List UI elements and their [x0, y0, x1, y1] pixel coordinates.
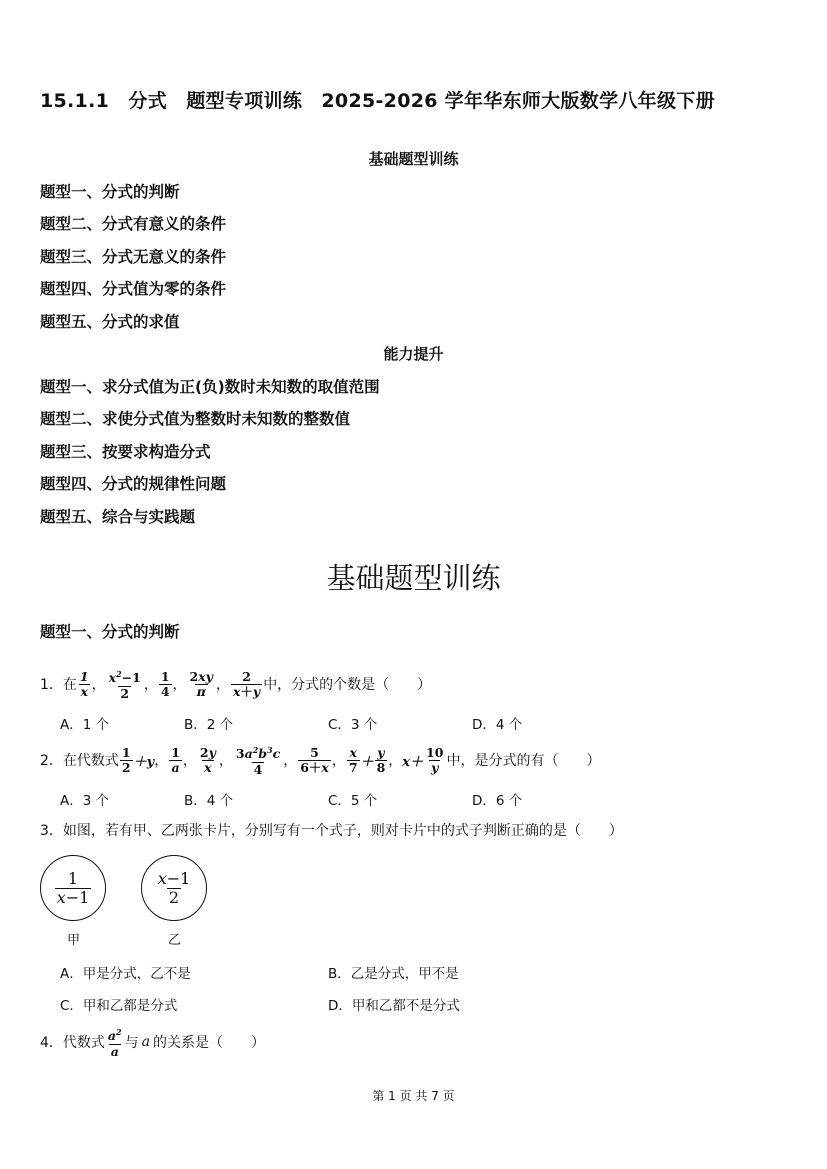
toc-advanced-item: 题型二、求使分式值为整数时未知数的整数值 — [40, 410, 351, 428]
math-fraction: $\frac{3a^2b^3c}{4}$ — [235, 745, 281, 777]
option-c[interactable]: C．5 个 — [328, 793, 378, 809]
option-d[interactable]: D．6 个 — [472, 793, 523, 809]
question-3: 3．如图，若有甲、乙两张卡片，分别写有一个式子，则对卡片中的式子判断正确的是（ ） — [40, 823, 623, 839]
question-4-middle: 与 — [124, 1035, 139, 1051]
toc-advanced-item: 题型四、分式的规律性问题 — [40, 475, 227, 493]
section-type-heading: 题型一、分式的判断 — [40, 623, 180, 641]
math-fraction: $\frac{1}{2}$ — [121, 744, 131, 775]
toc-basic-item: 题型四、分式值为零的条件 — [40, 280, 227, 298]
math-fraction: $\frac{x}{7}$ — [348, 744, 358, 775]
toc-advanced-item: 题型三、按要求构造分式 — [40, 443, 211, 461]
toc-basic-heading: 基础题型训练 — [368, 150, 459, 168]
card-yi — [141, 855, 207, 921]
option-d[interactable]: D．甲和乙都不是分式 — [328, 998, 460, 1014]
math-fraction: $\frac{x^2-1}{2}$ — [108, 669, 141, 701]
option-c[interactable]: C．3 个 — [328, 717, 378, 733]
toc-basic-item: 题型一、分式的判断 — [40, 183, 180, 201]
math-fraction: $\frac{1}{x}$ — [79, 668, 89, 699]
question-2-suffix: 中，是分式的有（ ） — [446, 753, 601, 769]
option-d[interactable]: D．4 个 — [472, 717, 523, 733]
section-heading: 基础题型训练 — [326, 561, 501, 595]
option-b[interactable]: B．乙是分式，甲不是 — [328, 966, 459, 982]
math-fraction: $\frac{1}{a}$ — [171, 744, 180, 775]
card-jia — [40, 855, 106, 921]
toc-advanced-item: 题型五、综合与实践题 — [40, 508, 196, 526]
question-4 — [40, 1022, 265, 1062]
option-c[interactable]: C．甲和乙都是分式 — [60, 998, 178, 1014]
math-fraction: $\frac{2y}{x}$ — [199, 744, 216, 775]
question-4-prefix: 4．代数式 — [40, 1035, 105, 1051]
card-yi-label: 乙 — [168, 933, 182, 948]
question-1-suffix: 中，分式的个数是（ ） — [263, 677, 432, 693]
math-fraction: $\frac{1}{x-1}$ — [56, 868, 90, 907]
option-a[interactable]: A．甲是分式，乙不是 — [60, 966, 191, 982]
question-4-suffix: 的关系是（ ） — [152, 1035, 265, 1051]
question-1-prefix: 1．在 — [40, 677, 77, 693]
document-title: 15.1.1 分式 题型专项训练 2025-2026 学年华东师大版数学八年级下册 — [40, 90, 715, 112]
toc-advanced-heading: 能力提升 — [383, 345, 444, 363]
math-fraction: $\frac{10}{y}$ — [426, 744, 444, 775]
math-fraction: $\frac{y}{8}$ — [376, 744, 386, 775]
card-jia-label: 甲 — [67, 933, 81, 948]
toc-basic-item: 题型二、分式有意义的条件 — [40, 215, 227, 233]
math-fraction: $\frac{2}{x+y}$ — [232, 668, 261, 699]
toc-advanced-item: 题型一、求分式值为正(负)数时未知数的取值范围 — [40, 378, 380, 396]
math-fraction: $\frac{5}{6+x}$ — [300, 744, 329, 775]
math-fraction: $\frac{x-1}{2}$ — [157, 868, 191, 907]
option-b[interactable]: B．4 个 — [184, 793, 234, 809]
question-1: 1．在 $\frac{1}{x}$ ， $\frac{x^2-1}{2}$ ， $\frac{1}{4}$ ， $\frac{2xy}{\pi}$ ， $\frac{2}{x+y}$ 中，分式的个数是（ ） — [40, 668, 432, 701]
math-fraction: $\frac{1}{4}$ — [160, 668, 170, 699]
math-fraction: $\frac{a^2}{a}$ — [107, 1027, 122, 1059]
question-2-prefix: 2．在代数式 — [40, 753, 119, 769]
option-a[interactable]: A．1 个 — [60, 717, 110, 733]
question-2: 2．在代数式 $\frac{1}{2}$ ＋y ， $\frac{1}{a}$ ， $\frac{2y}{x}$ ， $\frac{3a^2b^3c}{4}$ ， $\frac{5}{6+x}$ ， $\frac{x}{7}$ ＋ $\frac{y}{8}$ ， x＋ $\frac{10}{y}$ 中，是分式的有（ ） — [40, 744, 601, 777]
math-fraction: $\frac{2xy}{\pi}$ — [189, 668, 213, 699]
option-a[interactable]: A．3 个 — [60, 793, 110, 809]
page-footer: 第 1 页 共 7 页 — [372, 1089, 455, 1103]
toc-basic-item: 题型五、分式的求值 — [40, 313, 180, 331]
option-b[interactable]: B．2 个 — [184, 717, 234, 733]
toc-basic-item: 题型三、分式无意义的条件 — [40, 248, 227, 266]
question-4-var: a — [141, 1034, 150, 1050]
